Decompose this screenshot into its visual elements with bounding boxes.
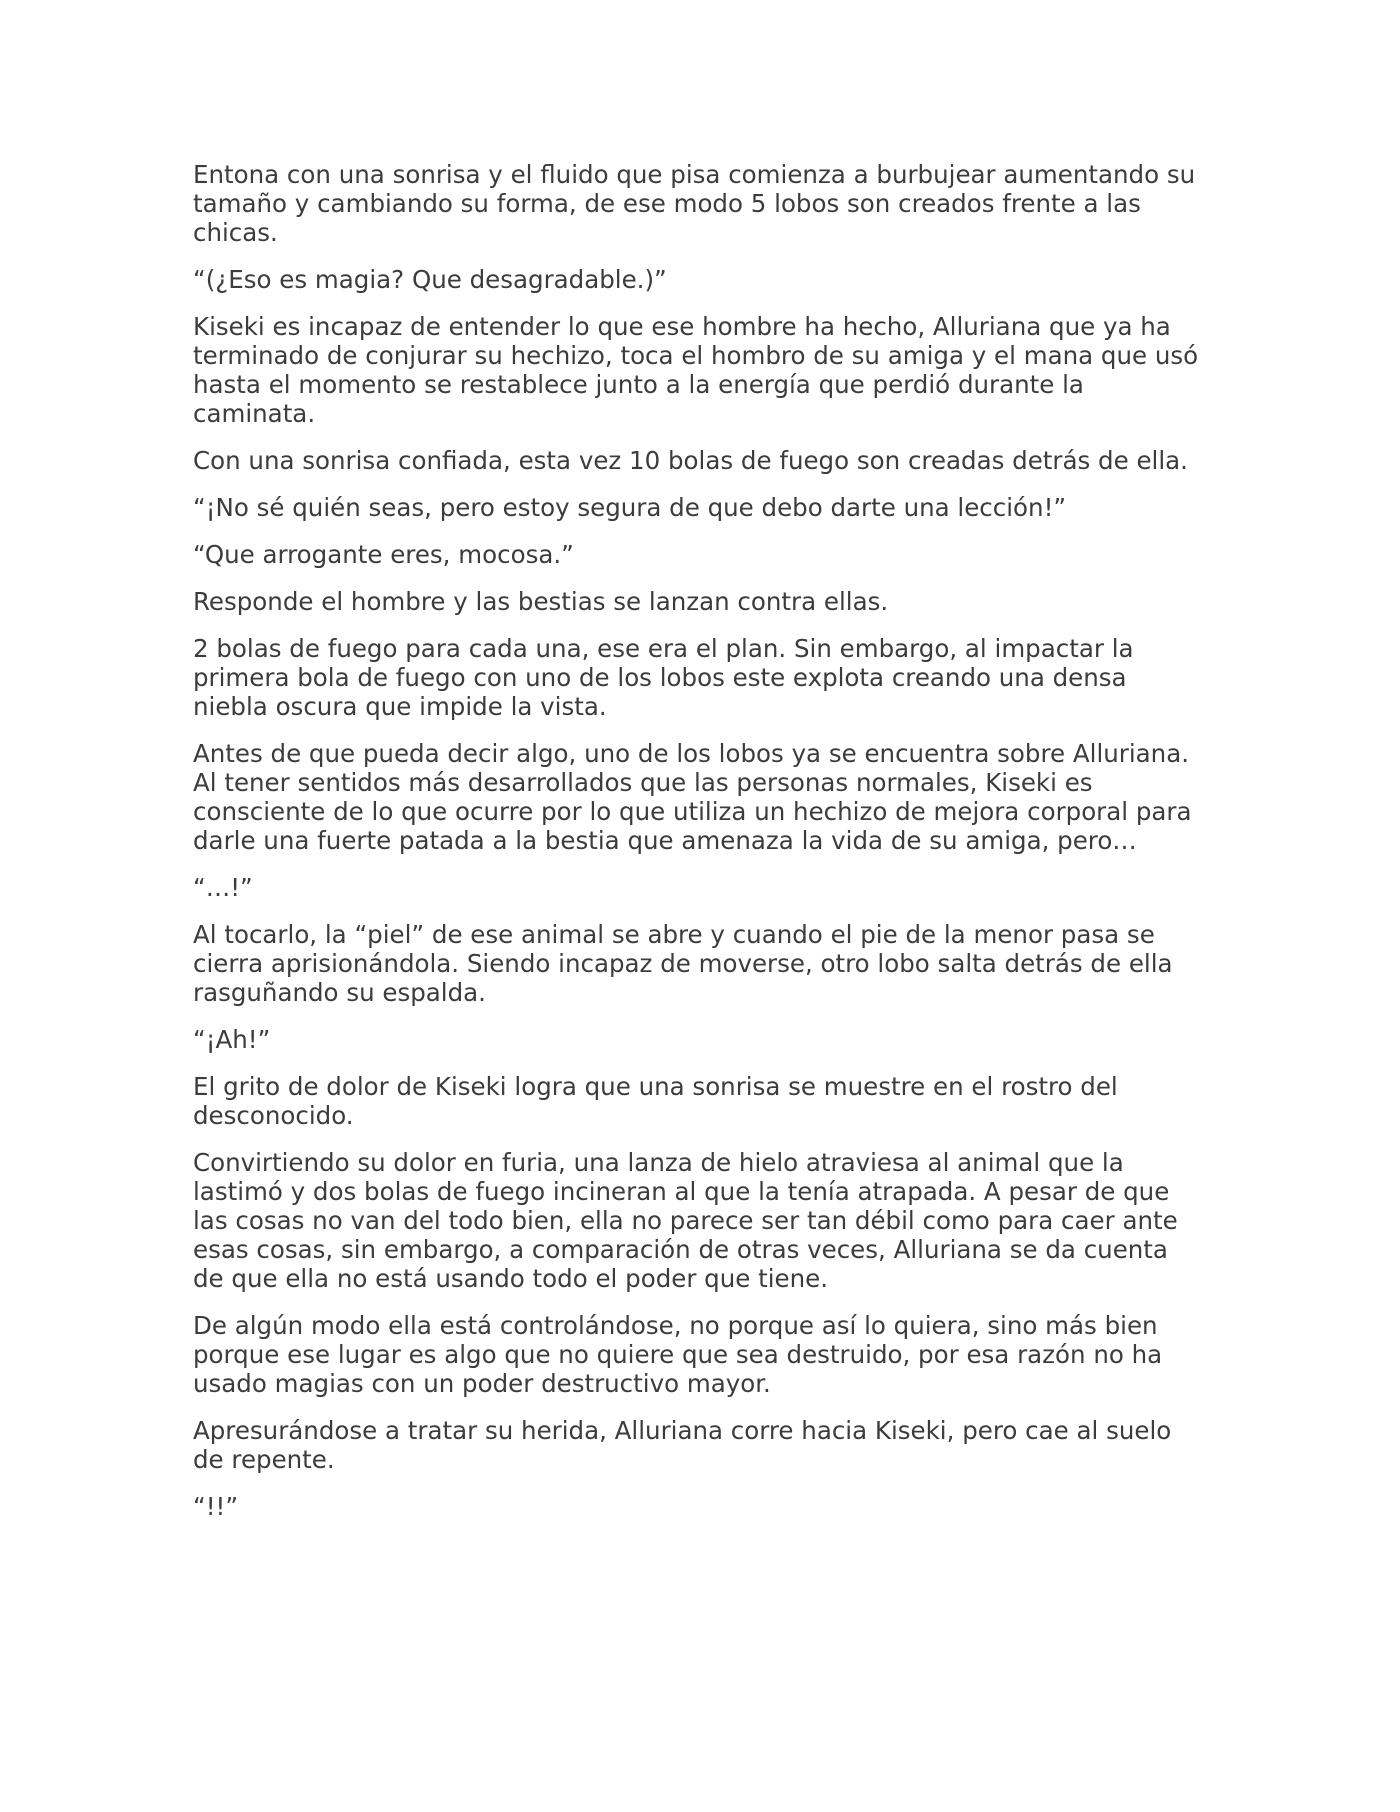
paragraph: “Que arrogante eres, mocosa.”	[193, 540, 574, 569]
paragraph: Apresurándose a tratar su herida, Alluriana corre hacia Kiseki, pero cae al suelo de repente.	[193, 1416, 1172, 1474]
paragraph: Convirtiendo su dolor en furia, una lanza de hielo atraviesa al animal que la lastimó y dos bolas de fuego incineran al que la tenía atrapada. A pesar de que las cosas no van del todo bien, ella no parece ser tan débil como para caer ante esas cosas, sin embargo, a comparación de otras veces, Alluriana se da cuenta de que ella no está usando todo el poder que tiene.	[193, 1148, 1178, 1293]
paragraph: Kiseki es incapaz de entender lo que ese hombre ha hecho, Alluriana que ya ha terminado de conjurar su hechizo, toca el hombro de su amiga y el mana que usó hasta el momento se restablece junto a la energía que perdió durante la caminata.	[193, 312, 1199, 428]
document-body	[193, 160, 1205, 1539]
paragraph: Antes de que pueda decir algo, uno de los lobos ya se encuentra sobre Alluriana. Al tener sentidos más desarrollados que las personas normales, Kiseki es consciente de lo que ocurre por lo que utiliza un hechizo de mejora corporal para darle una fuerte patada a la bestia que amenaza la vida de su amiga, pero…	[193, 739, 1192, 855]
paragraph: Al tocarlo, la “piel” de ese animal se abre y cuando el pie de la menor pasa se cierra aprisionándola. Siendo incapaz de moverse, otro lobo salta detrás de ella rasguñando su espalda.	[193, 920, 1173, 1007]
paragraph: Con una sonrisa confiada, esta vez 10 bolas de fuego son creadas detrás de ella.	[193, 446, 1188, 475]
paragraph: El grito de dolor de Kiseki logra que una sonrisa se muestre en el rostro del desconocido.	[193, 1072, 1118, 1130]
paragraph: Responde el hombre y las bestias se lanzan contra ellas.	[193, 587, 889, 616]
paragraph: “¡Ah!”	[193, 1025, 271, 1054]
paragraph: Entona con una sonrisa y el fluido que pisa comienza a burbujear aumentando su tamaño y cambiando su forma, de ese modo 5 lobos son creados frente a las chicas.	[193, 160, 1196, 247]
paragraph: De algún modo ella está controlándose, no porque así lo quiera, sino más bien porque ese lugar es algo que no quiere que sea destruido, por esa razón no ha usado magias con un poder destructivo mayor.	[193, 1311, 1163, 1398]
paragraph: “…!”	[193, 873, 253, 902]
paragraph: “!!”	[193, 1492, 239, 1521]
paragraph: 2 bolas de fuego para cada una, ese era el plan. Sin embargo, al impactar la primera bola de fuego con uno de los lobos este explota creando una densa niebla oscura que impide la vista.	[193, 634, 1134, 721]
paragraph: “(¿Eso es magia? Que desagradable.)”	[193, 265, 667, 294]
paragraph: “¡No sé quién seas, pero estoy segura de que debo darte una lección!”	[193, 493, 1067, 522]
